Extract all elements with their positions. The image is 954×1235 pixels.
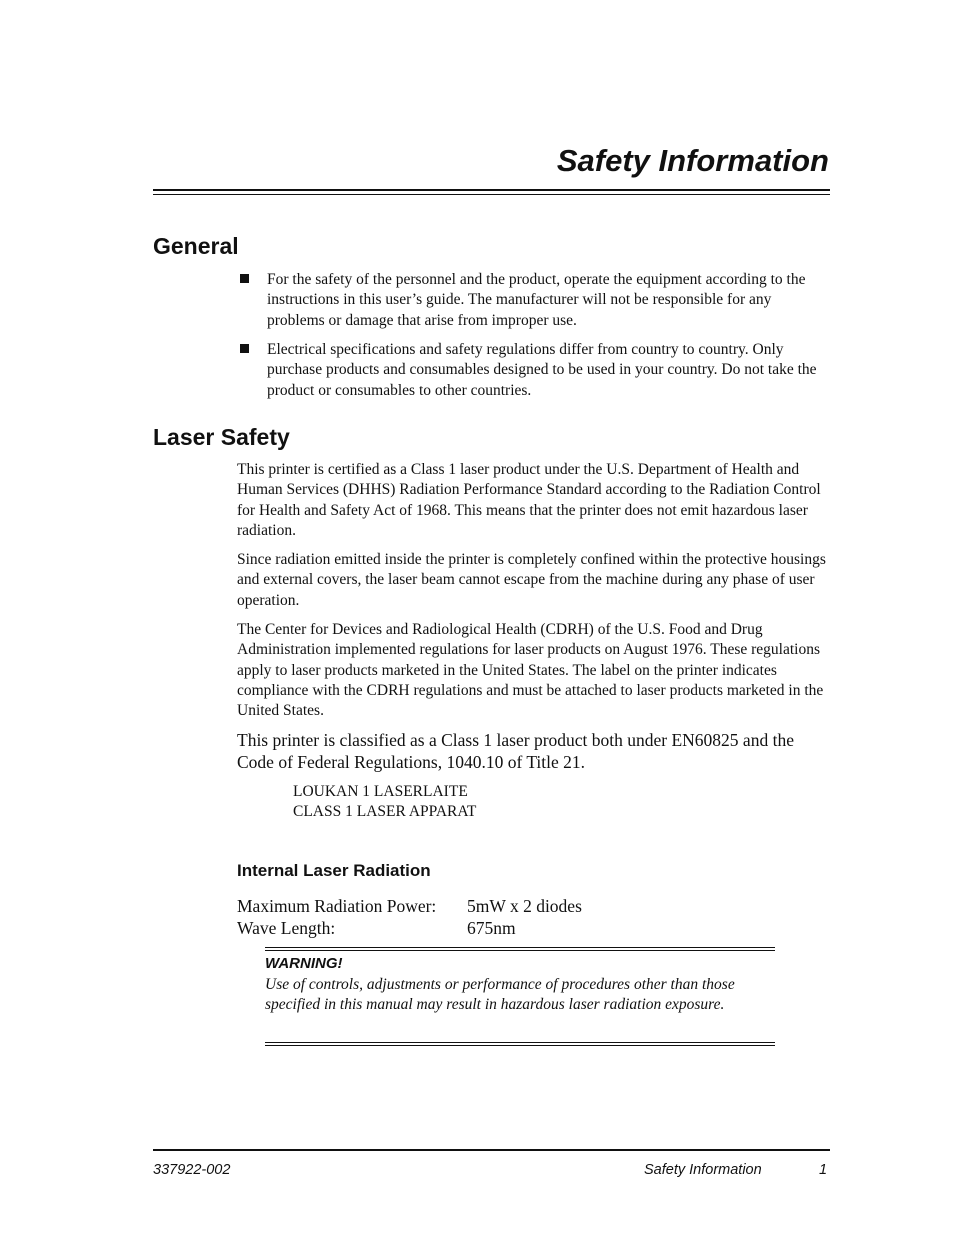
bullet-text: For the safety of the personnel and the product, operate the equipment according to the instructions in this user’s guide. The manufacturer will not be responsible for any problems or damage that arise from improper use. bbox=[267, 271, 806, 329]
page-title: Safety Information bbox=[556, 143, 829, 178]
footer-section: Safety Information bbox=[644, 1162, 762, 1178]
class-label-swedish: CLASS 1 LASER APPARAT bbox=[293, 803, 477, 820]
laser-paragraph-1: This printer is certified as a Class 1 laser product under the U.S. Department of Health and Human Services (DHHS) Radiation Performance Standard according to the Radiation Control for Health and Safety Act of 1968. This means that the printer does not emit hazardous laser radiation. bbox=[237, 461, 821, 539]
footer-page-number: 1 bbox=[819, 1162, 828, 1178]
laser-paragraph-3: The Center for Devices and Radiological Health (CDRH) of the U.S. Food and Drug Administration implemented regulations for laser products on August 1976. These regulations apply to laser products marketed in the United States. The label on the printer indicates compliance with the CDRH regulations and must be attached to laser products marketed in the United States. bbox=[237, 621, 824, 720]
title-rule bbox=[153, 189, 830, 195]
general-heading: General bbox=[153, 233, 239, 259]
laser-paragraph-4: This printer is classified as a Class 1 laser product both under EN60825 and the Code of Federal Regulations, 1040.10 of Title 21. bbox=[237, 730, 794, 772]
spec-value-wavelength: 675nm bbox=[467, 918, 516, 938]
warning-title: WARNING! bbox=[265, 955, 343, 972]
warning-bottom-rule bbox=[265, 1042, 775, 1046]
class-label-finnish: LOUKAN 1 LASERLAITE bbox=[293, 783, 468, 800]
warning-text: Use of controls, adjustments or performance of procedures other than those specified in this manual may result in hazardous laser radiation exposure. bbox=[265, 976, 735, 1014]
footer-doc-number: 337922-002 bbox=[153, 1162, 231, 1178]
bullet-text: Electrical specifications and safety regulations differ from country to country. Only purchase products and consumables designed to be used in your country. Do not take the product or consumables to other countries. bbox=[267, 341, 817, 399]
spec-label-wavelength: Wave Length: bbox=[237, 918, 336, 938]
warning-top-rule bbox=[265, 947, 775, 951]
spec-label-power: Maximum Radiation Power: bbox=[237, 896, 437, 916]
spec-value-power: 5mW x 2 diodes bbox=[467, 896, 582, 916]
square-bullet-icon bbox=[240, 274, 249, 283]
laser-safety-heading: Laser Safety bbox=[153, 424, 290, 450]
footer-rule bbox=[153, 1149, 830, 1151]
laser-paragraph-2: Since radiation emitted inside the printer is completely confined within the protective housings and external covers, the laser beam cannot escape from the machine during any phase of user operation. bbox=[237, 551, 826, 609]
internal-laser-heading: Internal Laser Radiation bbox=[237, 861, 431, 880]
square-bullet-icon bbox=[240, 344, 249, 353]
